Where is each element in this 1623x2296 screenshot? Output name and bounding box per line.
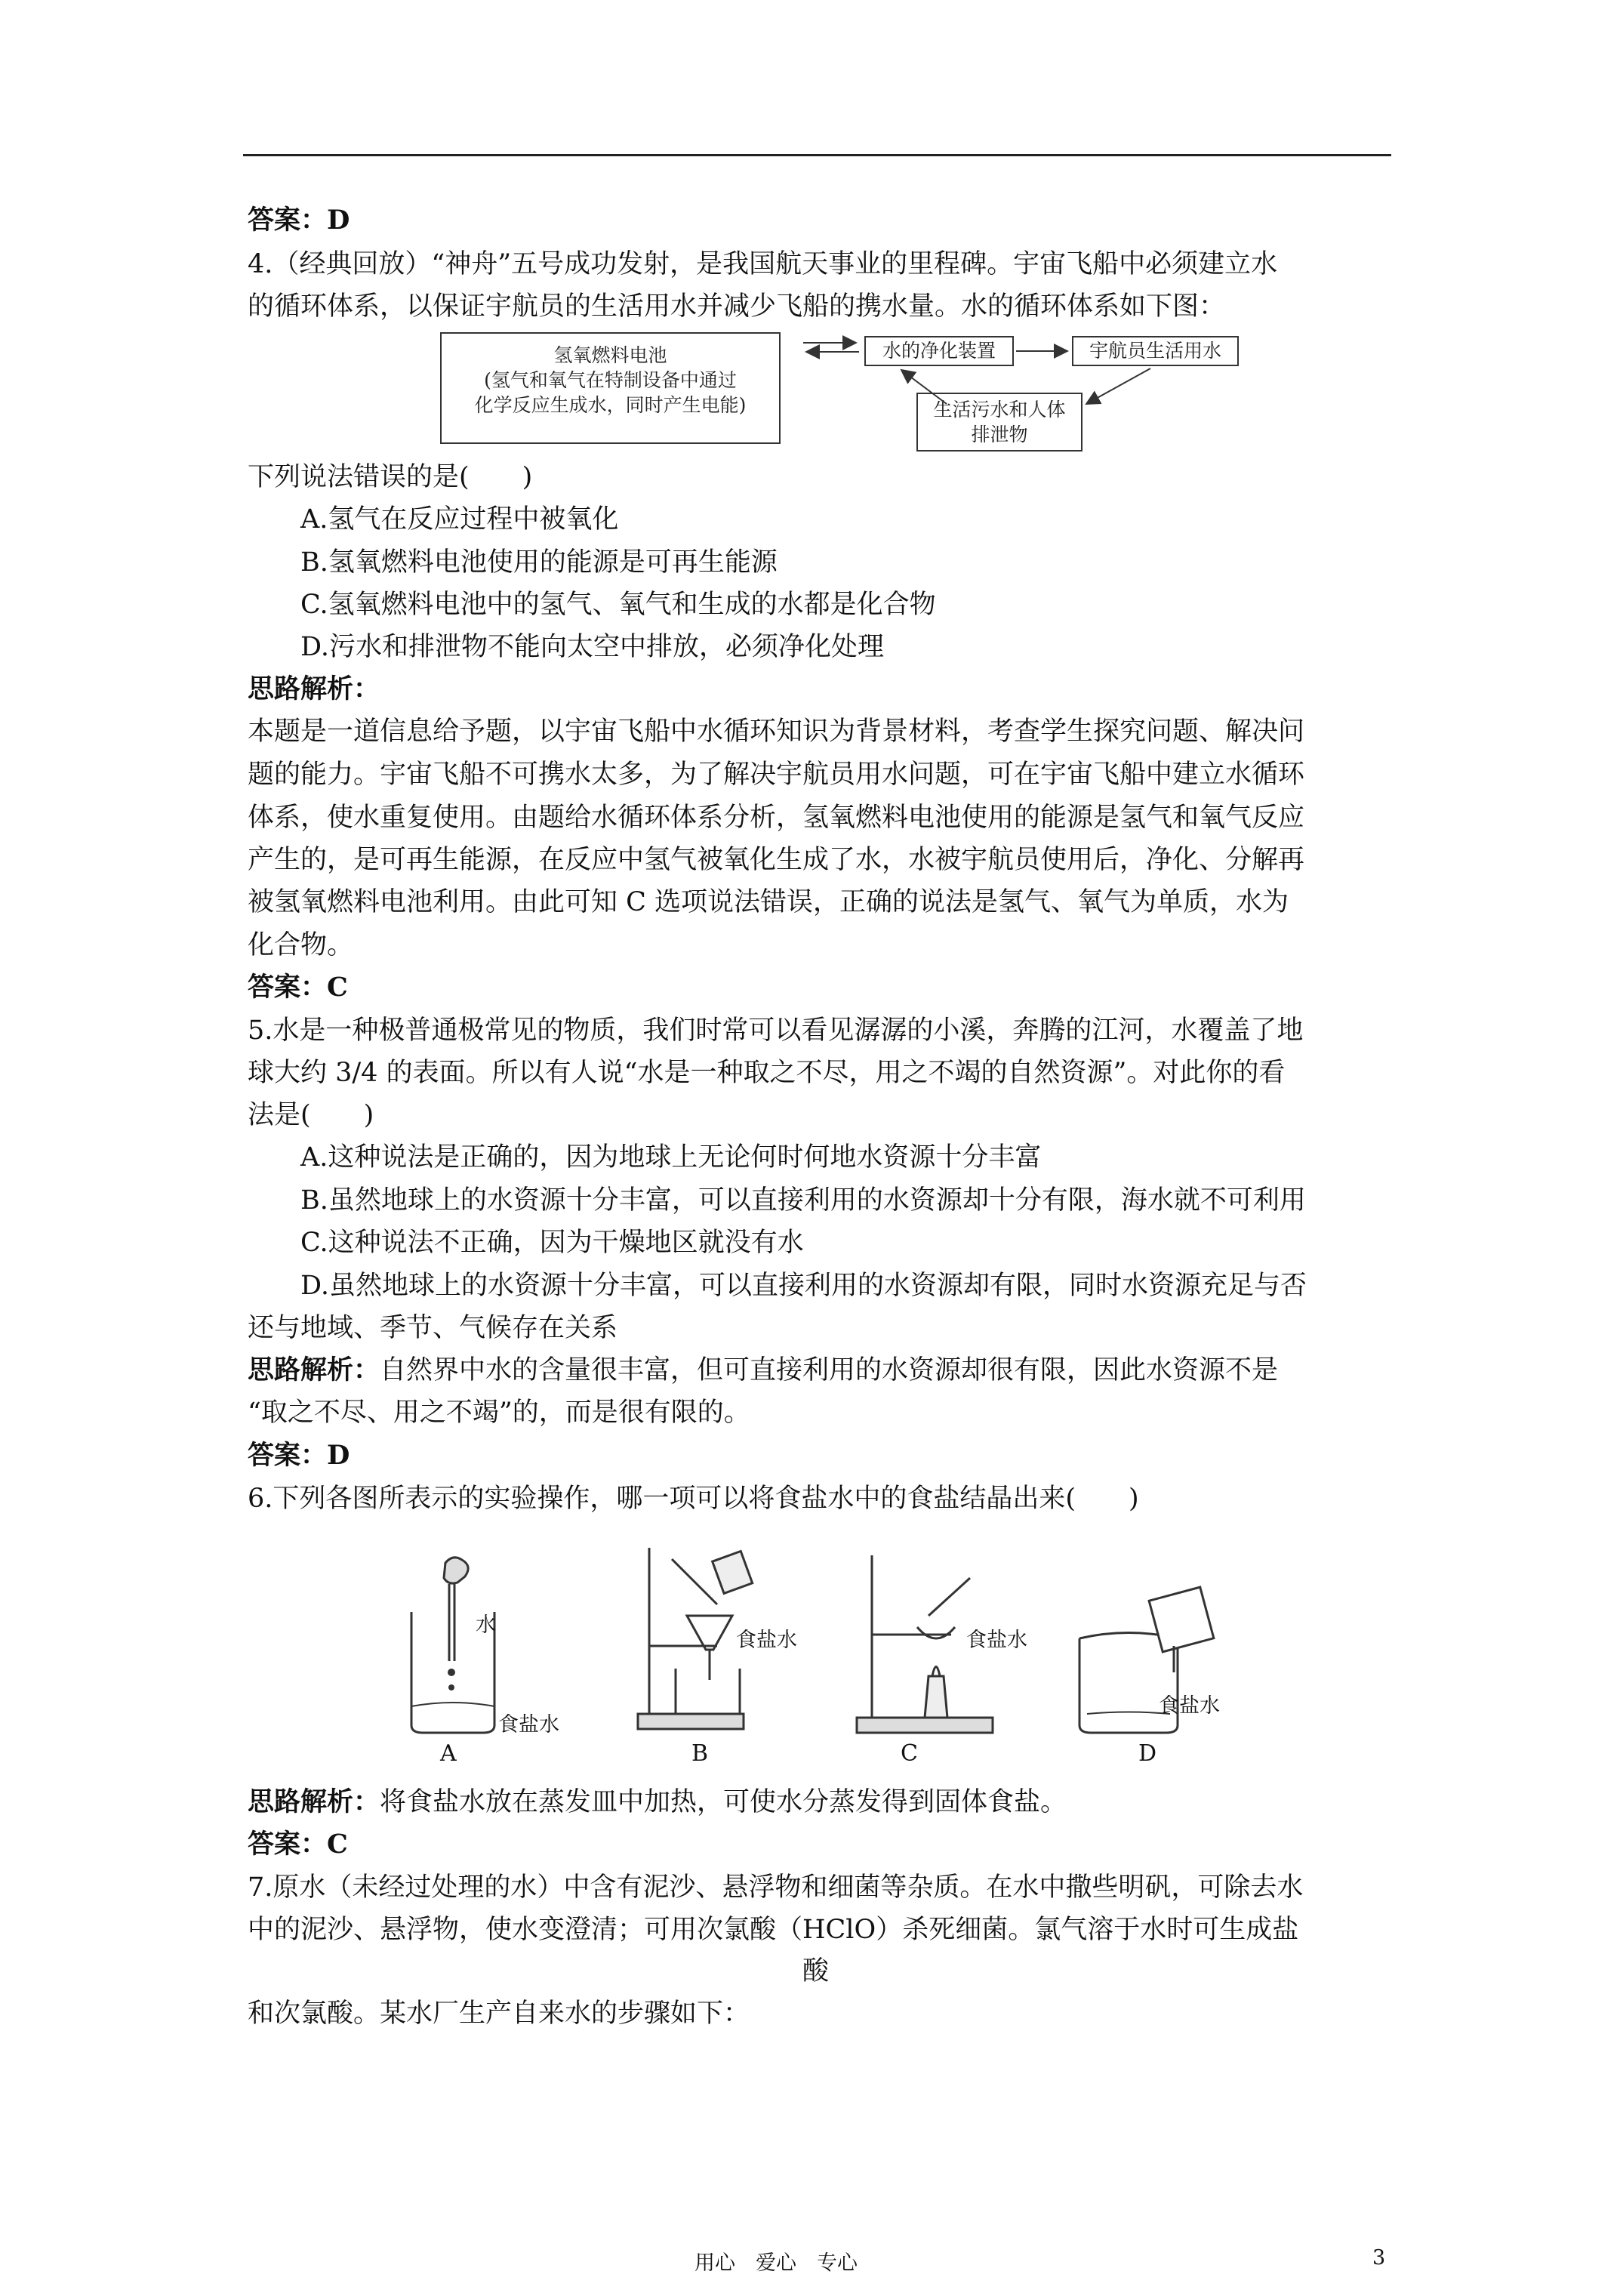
q4-stem-line1: 4.（经典回放）“神舟”五号成功发射，是我国航天事业的里程碑。宇宙飞船中必须建立水	[248, 249, 1278, 279]
q4-analysis-line5: 被氢氧燃料电池利用。由此可知 C 选项说法错误，正确的说法是氢气、氧气为单质，水为	[248, 887, 1289, 917]
q4-analysis-line6: 化合物。	[248, 930, 354, 960]
q4-analysis-line4: 产生的，是可再生能源，在反应中氢气被氧化生成了水，水被宇航员使用后，净化、分解再	[248, 845, 1305, 875]
label-salt-water-c: 食盐水	[966, 1629, 1027, 1652]
q7-line2: 中的泥沙、悬浮物，使水变澄清；可用次氯酸（HClO）杀死细菌。氯气溶于水时可生成盐	[248, 1915, 1299, 1945]
purifier-box: 水的净化装置	[864, 336, 1014, 366]
q4-option-b: B.氢氧燃料电池使用的能源是可再生能源	[300, 547, 778, 578]
figure-d	[1057, 1586, 1253, 1737]
q4-analysis-label: 思路解析：	[248, 673, 380, 704]
q4-analysis-line1: 本题是一道信息给予题，以宇宙飞船中水循环知识为背景材料，考查学生探究问题、解决问	[248, 717, 1305, 747]
q5-option-d-line2: 还与地域、季节、气候存在关系	[248, 1313, 618, 1343]
fuel-cell-title: 氢氧燃料电池	[553, 344, 667, 366]
q5-analysis-line1	[248, 1351, 1278, 1389]
waste-water-label1: 生活污水和人体	[933, 399, 1066, 421]
caption-d: D	[1138, 1740, 1157, 1767]
q5-analysis-line2: “取之不尽、用之不竭”的，而是很有限的。	[248, 1398, 750, 1428]
q5-stem-line1: 5.水是一种极普通极常见的物质，我们时常可以看见潺潺的小溪，奔腾的江河，水覆盖了地	[248, 1015, 1304, 1046]
answer-q4: 答案：C	[248, 972, 348, 1003]
q5-option-b: B.虽然地球上的水资源十分丰富，可以直接利用的水资源却十分有限，海水就不可利用	[300, 1185, 1306, 1216]
q4-analysis-line3: 体系，使水重复使用。由题给水循环体系分析，氢氧燃料电池使用的能源是氢气和氧气反应	[248, 803, 1305, 833]
q5-stem-line2: 球大约 3/4 的表面。所以有人说“水是一种取之不尽，用之不竭的自然资源”。对此你的看	[248, 1058, 1286, 1088]
diagram-arrows	[781, 332, 1249, 461]
q6-analysis-text: 将食盐水放在蒸发皿中加热，可使水分蒸发得到固体食盐。	[380, 1787, 1067, 1817]
q6-stem: 6.下列各图所表示的实验操作，哪一项可以将食盐水中的食盐结晶出来( )	[248, 1484, 1139, 1514]
label-salt-water-d: 食盐水	[1159, 1694, 1220, 1718]
q4-question: 下列说法错误的是( )	[248, 462, 533, 492]
q5-option-d-line1: D.虽然地球上的水资源十分丰富，可以直接利用的水资源却有限，同时水资源充足与否	[300, 1271, 1307, 1301]
answer-q3: 答案：D	[248, 205, 350, 236]
q5-analysis-label: 思路解析：	[248, 1354, 380, 1385]
label-salt-water-a: 食盐水	[498, 1713, 559, 1737]
q4-stem-line2: 的循环体系，以保证宇航员的生活用水并减少飞船的携水量。水的循环体系如下图：	[248, 291, 1226, 322]
header-rule	[243, 154, 1391, 156]
q5-option-a: A.这种说法是正确的，因为地球上无论何时何地水资源十分丰富	[300, 1142, 1042, 1173]
q5-stem-line3: 法是( )	[248, 1100, 374, 1130]
q6-analysis	[248, 1783, 1067, 1821]
q7-line4: 和次氯酸。某水厂生产自来水的步骤如下：	[248, 1999, 750, 2029]
caption-c: C	[901, 1740, 918, 1767]
label-salt-water-b: 食盐水	[736, 1629, 797, 1652]
q4-option-a: A.氢气在反应过程中被氧化	[300, 504, 619, 535]
fuel-cell-note2: 化学反应生成水，同时产生电能)	[474, 394, 747, 416]
caption-a: A	[440, 1740, 457, 1767]
q4-option-d: D.污水和排泄物不能向太空中排放，必须净化处理	[300, 632, 884, 662]
q5-analysis-text: 自然界中水的含量很丰富，但可直接利用的水资源却很有限，因此水资源不是	[380, 1355, 1279, 1385]
astronaut-water-box: 宇航员生活用水	[1072, 336, 1239, 366]
q6-analysis-label: 思路解析：	[248, 1786, 380, 1817]
label-water: 水	[476, 1613, 496, 1637]
q4-analysis-line2: 题的能力。宇宙飞船不可携水太多，为了解决宇航员用水问题，可在宇宙飞船中建立水循环	[248, 760, 1305, 790]
footer-motto: 用心 爱心 专心	[694, 2251, 858, 2275]
answer-q5: 答案：D	[248, 1440, 350, 1471]
q4-option-c: C.氢氧燃料电池中的氢气、氧气和生成的水都是化合物	[300, 590, 936, 620]
caption-b: B	[691, 1740, 709, 1767]
fuel-cell-box	[440, 332, 781, 444]
q7-line3: 酸	[802, 1956, 830, 1986]
answer-q6: 答案：C	[248, 1829, 348, 1860]
fuel-cell-note1: (氢气和氧气在特制设备中通过	[484, 369, 737, 391]
page-number: 3	[1372, 2246, 1386, 2270]
q5-option-c: C.这种说法不正确，因为干燥地区就没有水	[300, 1228, 804, 1258]
q7-line1: 7.原水（未经过处理的水）中含有泥沙、悬浮物和细菌等杂质。在水中撒些明矾，可除去水	[248, 1872, 1304, 1903]
waste-water-label2: 排泄物	[971, 424, 1028, 445]
